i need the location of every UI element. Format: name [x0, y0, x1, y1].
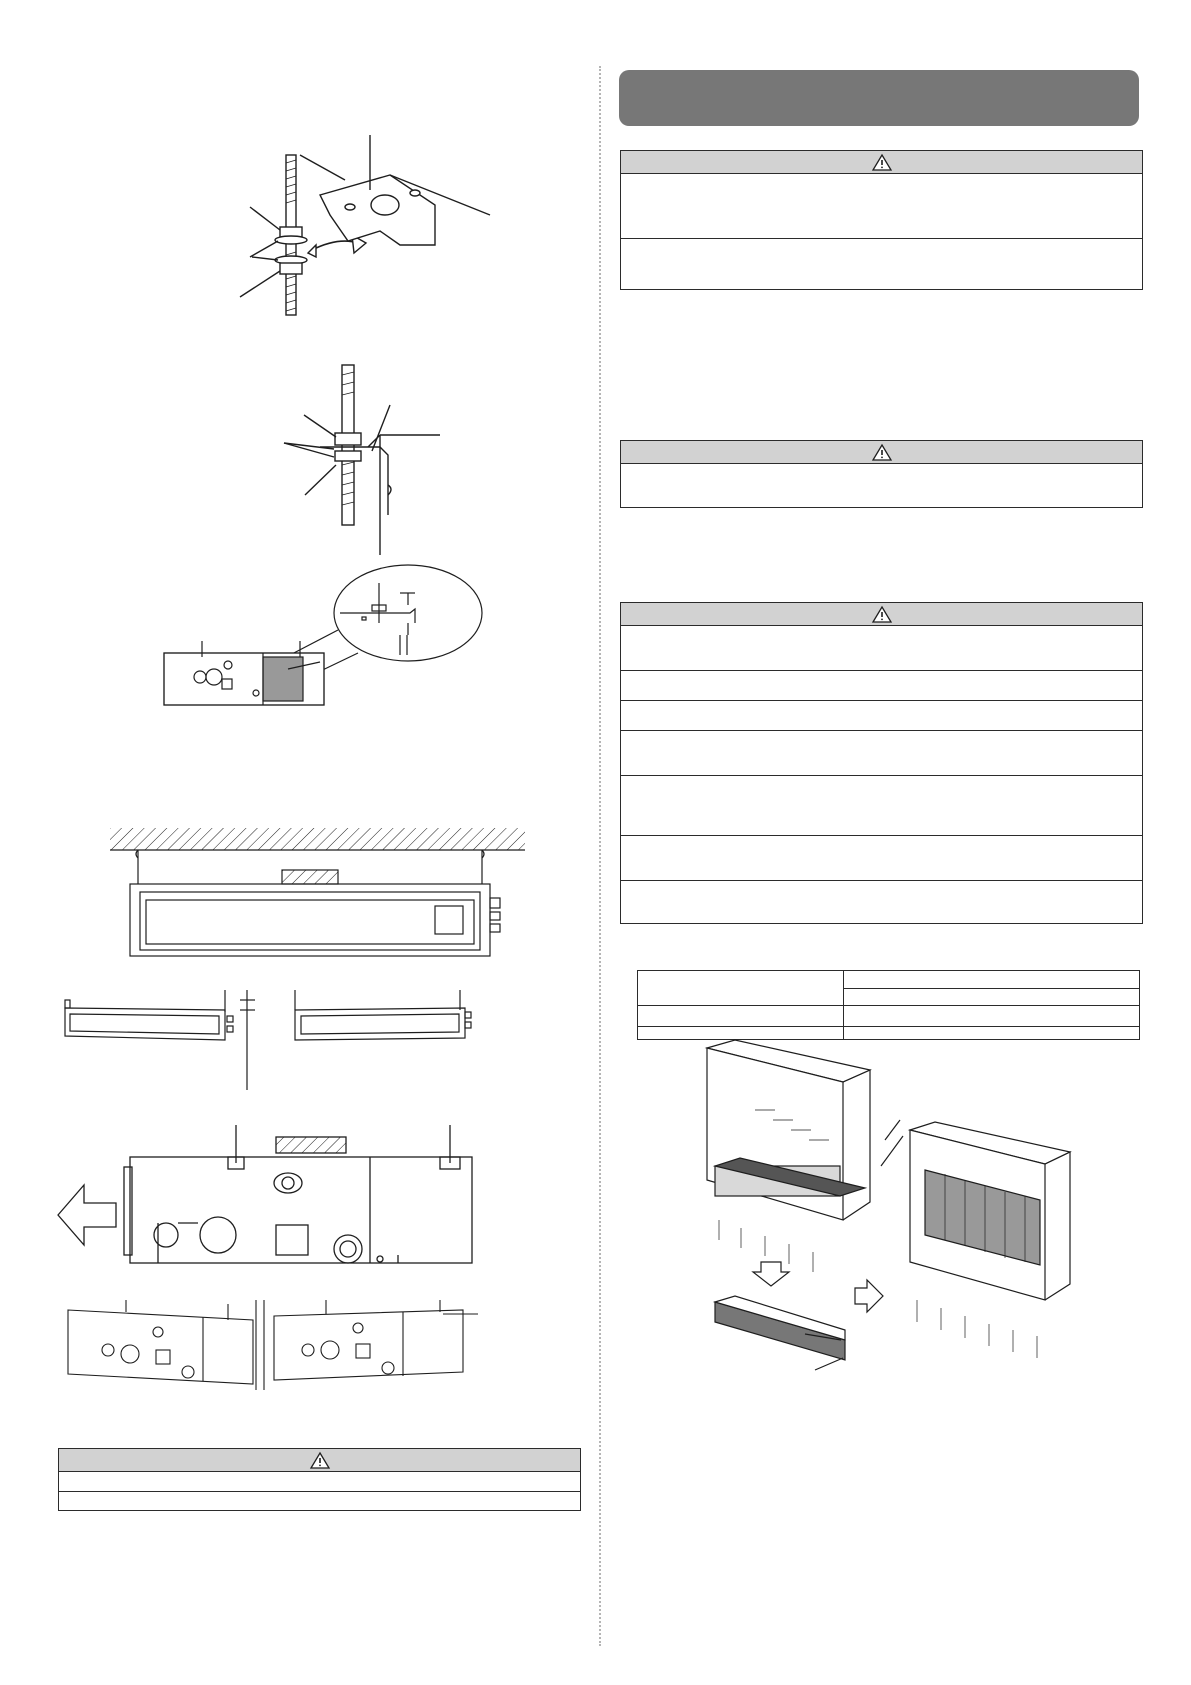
table-cell — [844, 971, 1140, 989]
warning-triangle-icon — [872, 154, 892, 171]
warning-row — [59, 1472, 580, 1492]
warning-row — [621, 239, 1142, 289]
table-cell — [844, 988, 1140, 1006]
warning-box-right-3 — [620, 602, 1143, 924]
section-header — [619, 70, 1139, 126]
unit-bracket-detail-figure — [160, 565, 480, 715]
level-tilt-check-figure — [55, 990, 495, 1090]
warning-box-header — [621, 151, 1142, 174]
warning-row — [621, 671, 1142, 701]
table-cell — [638, 1027, 844, 1040]
warning-row — [621, 464, 1142, 508]
ceiling-suspended-unit-figure — [110, 828, 530, 958]
warning-box-right-2 — [620, 440, 1143, 508]
warning-row — [621, 776, 1142, 836]
warning-row — [621, 626, 1142, 671]
warning-box-right-1 — [620, 150, 1143, 290]
warning-box-header — [621, 441, 1142, 464]
table-cell — [638, 1006, 844, 1027]
rear-filter-installation-figure — [695, 1040, 1075, 1400]
column-divider — [599, 66, 601, 1646]
warning-box-left — [58, 1448, 581, 1511]
table-row — [638, 1006, 1140, 1027]
warning-row — [59, 1492, 580, 1511]
warning-triangle-icon — [310, 1452, 330, 1469]
spec-table — [637, 970, 1140, 1040]
warning-row — [621, 701, 1142, 731]
warning-box-header — [59, 1449, 580, 1472]
drain-slope-figure — [58, 1300, 498, 1390]
warning-row — [621, 731, 1142, 776]
table-cell — [844, 1006, 1140, 1027]
hanger-bolt-bracket-figure — [280, 365, 450, 555]
table-cell — [844, 1027, 1140, 1040]
table-cell — [638, 971, 844, 1006]
hanger-bolt-nut-washer-figure — [230, 135, 490, 325]
table-row — [638, 971, 1140, 989]
warning-box-header — [621, 603, 1142, 626]
warning-row — [621, 174, 1142, 239]
table-row — [638, 1027, 1140, 1040]
warning-triangle-icon — [872, 444, 892, 461]
warning-triangle-icon — [872, 606, 892, 623]
drain-side-view-figure — [58, 1125, 498, 1275]
warning-row — [621, 836, 1142, 881]
warning-row — [621, 881, 1142, 925]
